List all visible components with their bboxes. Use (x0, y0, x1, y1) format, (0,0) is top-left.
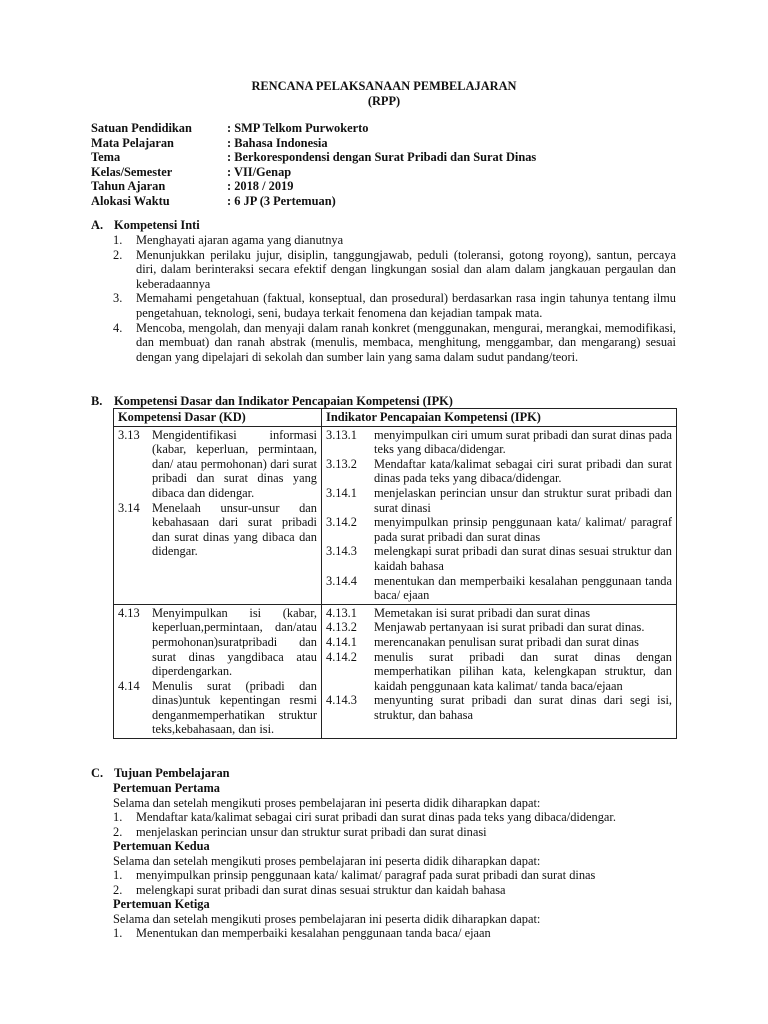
kd-number: 3.14 (118, 500, 140, 515)
info-value: : SMP Telkom Purwokerto (227, 121, 369, 135)
item-text: Mencoba, mengolah, dan menyaji dalam ranah konkret (menggunakan, mengurai, merangkai, memodifikasi, dan membuat) dan ranah abstrak (menulis, membaca, menghitung, menggambar, dan mengarang) sesuai dengan yang dipelajari di sekolah dan sumber lain yang sama dalam sudut pandang/teori. (136, 320, 676, 364)
list-item (113, 810, 703, 825)
info-key: Tema (91, 150, 121, 165)
table-row (114, 426, 677, 604)
list-item (113, 926, 703, 941)
meeting-list (113, 926, 703, 941)
ipk-number: 3.14.3 (326, 544, 357, 559)
ipk-text: merencanakan penulisan surat pribadi dan surat dinas (374, 634, 639, 649)
kd-text: Menelaah unsur-unsur dan kebahasaan dari surat pribadi dan surat dinas yang dibaca dan didengar. (152, 500, 317, 559)
kd-text: Menyimpulkan isi (kabar, keperluan,permintaan, dan/atau permohonan)suratpribadi dan surat dinas yangdibaca atau diperdengarkan. (152, 605, 317, 679)
meeting-title: Pertemuan Ketiga (113, 897, 210, 911)
ipk-number: 4.14.2 (326, 649, 357, 664)
item-number: 1. (113, 233, 123, 247)
info-value: : VII/Genap (227, 164, 292, 179)
info-row (91, 179, 536, 194)
item-number: 1. (113, 868, 123, 882)
meeting-list (113, 868, 703, 897)
section-title: Tujuan Pembelajaran (114, 766, 230, 780)
kd-number: 4.13 (118, 605, 140, 620)
info-key: Mata Pelajaran (91, 135, 174, 150)
ipk-entry (326, 457, 672, 486)
meeting-intro: Selama dan setelah mengikuti proses pembelajaran ini peserta didik diharapkan dapat: (113, 796, 541, 810)
ipk-text: menyunting surat pribadi dan surat dinas dari segi isi, struktur, dan bahasa (374, 693, 672, 722)
ipk-number: 3.14.4 (326, 573, 357, 588)
ipk-entry (326, 606, 672, 621)
ipk-entry (326, 620, 672, 635)
info-row (91, 194, 536, 209)
kd-entry (118, 501, 317, 559)
item-number: 1. (113, 810, 123, 824)
ipk-entry (326, 650, 672, 694)
list-item (113, 868, 703, 883)
header-ipk: Indikator Pencapaian Kompetensi (IPK) (322, 409, 677, 427)
ipk-number: 4.14.1 (326, 634, 357, 649)
section-b-heading (91, 394, 453, 409)
ipk-entry (326, 515, 672, 544)
section-title: Kompetensi Dasar dan Indikator Pencapaian Kompetensi (IPK) (114, 394, 453, 408)
item-text: Menentukan dan memperbaiki kesalahan penggunaan tanda baca/ ejaan (136, 926, 491, 940)
list-item (113, 291, 676, 320)
ipk-text: menentukan dan memperbaiki kesalahan penggunaan tanda baca/ ejaan (374, 573, 672, 603)
kd-entry (118, 679, 317, 737)
section-title: Kompetensi Inti (114, 218, 200, 232)
item-text: Menghayati ajaran agama yang dianutnya (136, 233, 344, 247)
section-a-heading (91, 218, 200, 233)
list-item (113, 248, 676, 292)
ipk-number: 3.14.1 (326, 485, 357, 500)
section-c-heading (91, 766, 230, 781)
meeting-intro: Selama dan setelah mengikuti proses pembelajaran ini peserta didik diharapkan dapat: (113, 912, 541, 926)
list-item (113, 321, 676, 365)
ipk-text: menulis surat pribadi dan surat dinas dengan memperhatikan pilihan kata, kelengkapan struktur, dan kaidah penggunaan kata kalimat/ tanda baca/ejaan (374, 649, 672, 693)
section-letter: A. (91, 218, 104, 232)
ipk-number: 4.13.2 (326, 620, 357, 635)
ipk-number: 3.14.2 (326, 515, 357, 530)
ipk-number: 3.13.2 (326, 456, 357, 471)
ipk-text: Memetakan isi surat pribadi dan surat dinas (374, 605, 591, 620)
ipk-entry (326, 428, 672, 457)
kd-text: Menulis surat (pribadi dan dinas)untuk kepentingan resmi denganmemperhatikan struktur teks,kebahasaan, dan isi. (152, 678, 317, 737)
ipk-text: Menjawab pertanyaan isi surat pribadi dan surat dinas. (374, 620, 645, 635)
ipk-text: menyimpulkan ciri umum surat pribadi dan surat dinas pada teks yang dibaca/didengar. (374, 427, 672, 457)
ipk-number: 3.13.1 (326, 427, 357, 442)
item-number: 4. (113, 320, 123, 335)
kd-entry (118, 606, 317, 679)
header-kd: Kompetensi Dasar (KD) (114, 409, 322, 427)
section-letter: C. (91, 766, 104, 780)
item-number: 2. (113, 824, 123, 839)
ipk-entry (326, 574, 672, 603)
section-letter: B. (91, 394, 103, 408)
table-header-row (114, 409, 677, 427)
kd-cell (114, 426, 322, 604)
info-row (91, 165, 536, 180)
item-number: 2. (113, 247, 123, 262)
kd-number: 4.14 (118, 678, 140, 693)
ipk-number: 4.13.1 (326, 605, 357, 620)
ipk-number: 4.14.3 (326, 693, 357, 708)
item-text: Menunjukkan perilaku jujur, disiplin, tanggungjawab, peduli (toleransi, gotong royong), santun, percaya diri, dalam berinteraksi secara efektif dengan lingkungan sosial dan alam dalam jangkauan pergaulan dan keberadaannya (136, 247, 676, 291)
info-row (91, 121, 536, 136)
identity-block (91, 121, 536, 209)
info-value: : 6 JP (3 Pertemuan) (227, 193, 336, 208)
ipk-entry (326, 635, 672, 650)
meeting-intro: Selama dan setelah mengikuti proses pembelajaran ini peserta didik diharapkan dapat: (113, 854, 541, 868)
ipk-text: Mendaftar kata/kalimat sebagai ciri surat pribadi dan surat dinas pada teks yang dibaca/didengar. (374, 456, 672, 486)
meeting-title: Pertemuan Pertama (113, 781, 220, 795)
ipk-entry (326, 486, 672, 515)
meeting-title: Pertemuan Kedua (113, 839, 210, 853)
item-number: 3. (113, 291, 123, 306)
list-item (113, 825, 703, 840)
ipk-text: menyimpulkan prinsip penggunaan kata/ kalimat/ paragraf pada surat pribadi dan surat dinas (374, 515, 672, 544)
item-text: Memahami pengetahuan (faktual, konseptual, dan prosedural) berdasarkan rasa ingin tahunya tentang ilmu pengetahuan, teknologi, seni, budaya terkait fenomena dan kejadian tampak mata. (136, 291, 676, 320)
info-value: : Bahasa Indonesia (227, 135, 328, 150)
info-key: Kelas/Semester (91, 164, 173, 179)
info-key: Tahun Ajaran (91, 179, 166, 194)
item-text: menjelaskan perincian unsur dan struktur surat pribadi dan surat dinasi (136, 824, 487, 839)
info-value: : 2018 / 2019 (227, 179, 294, 194)
info-value: : Berkorespondensi dengan Surat Pribadi dan Surat Dinas (227, 150, 537, 165)
doc-title: RENCANA PELAKSANAAN PEMBELAJARAN (251, 79, 517, 93)
ipk-text: melengkapi surat pribadi dan surat dinas sesuai struktur dan kaidah bahasa (374, 544, 672, 573)
list-item (113, 233, 676, 248)
ipk-text: menjelaskan perincian unsur dan struktur surat pribadi dan surat dinasi (374, 485, 672, 515)
info-key: Satuan Pendidikan (91, 121, 192, 135)
info-row (91, 150, 536, 165)
kd-ipk-table (113, 408, 677, 739)
ipk-entry (326, 544, 672, 573)
kd-number: 3.13 (118, 427, 140, 442)
doc-subtitle: (RPP) (367, 94, 401, 108)
info-key: Alokasi Waktu (91, 193, 170, 208)
item-number: 2. (113, 882, 123, 897)
ipk-cell (322, 604, 677, 738)
ipk-entry (326, 693, 672, 722)
kompetensi-inti-list (113, 233, 676, 364)
item-text: melengkapi surat pribadi dan surat dinas sesuai struktur dan kaidah bahasa (136, 882, 506, 897)
item-text: menyimpulkan prinsip penggunaan kata/ kalimat/ paragraf pada surat pribadi dan surat dinas (136, 868, 596, 882)
kd-text: Mengidentifikasi informasi (kabar, keperluan, permintaan, dan/ atau permohonan) dari surat pribadi dan surat dinas yang dibaca dan didengar. (152, 427, 317, 500)
info-row (91, 136, 536, 151)
item-number: 1. (113, 926, 123, 940)
table-row (114, 604, 677, 738)
kd-cell (114, 604, 322, 738)
ipk-cell (322, 426, 677, 604)
kd-entry (118, 428, 317, 501)
meeting-list (113, 810, 703, 839)
list-item (113, 883, 703, 898)
item-text: Mendaftar kata/kalimat sebagai ciri surat pribadi dan surat dinas pada teks yang dibaca/didengar. (136, 810, 616, 824)
